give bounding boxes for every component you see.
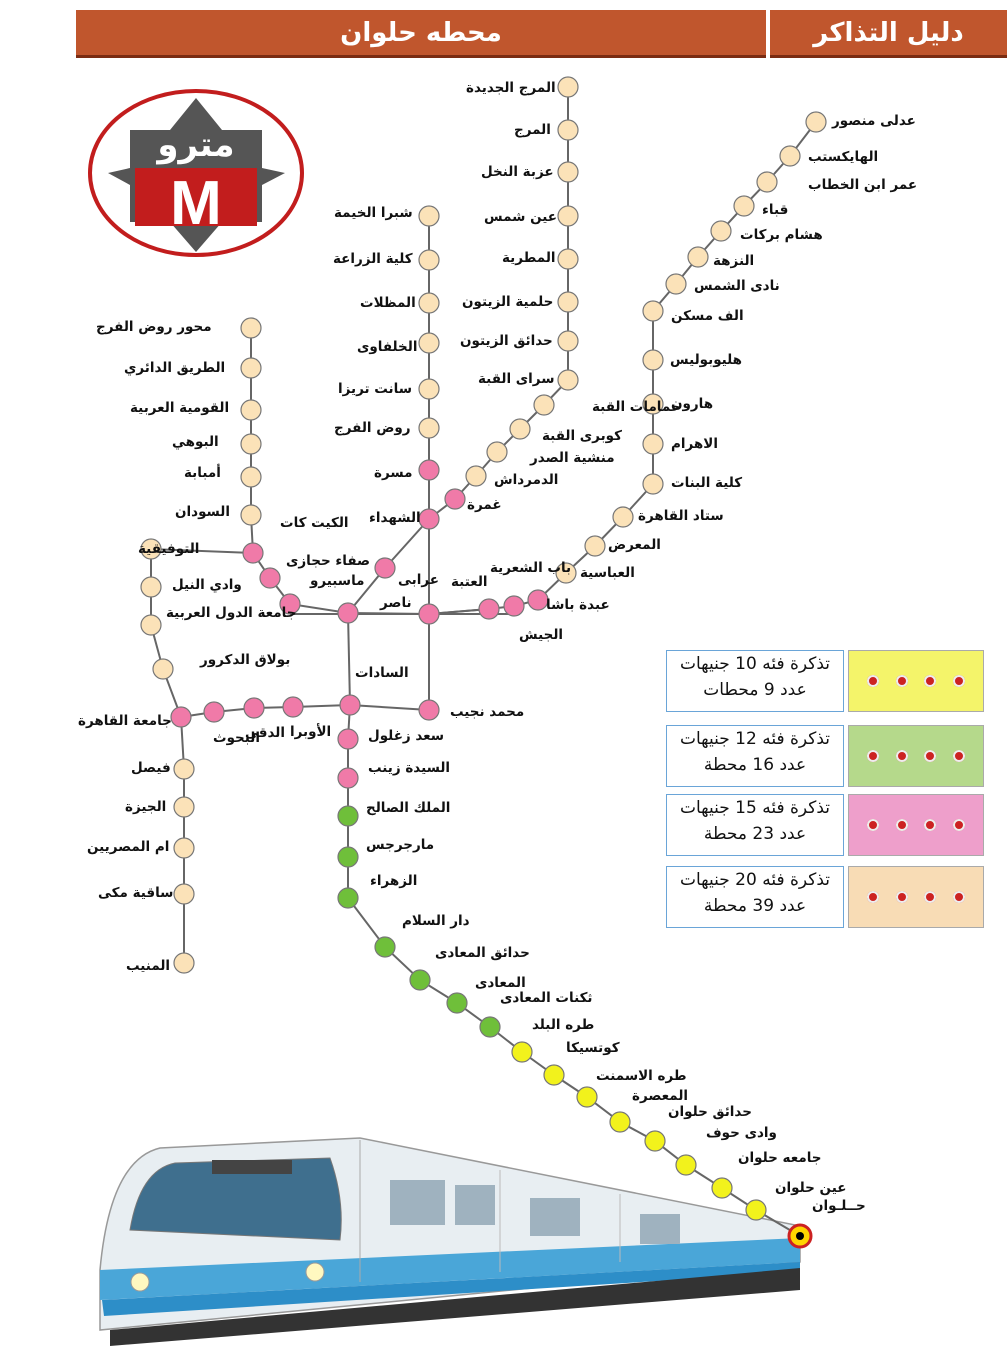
station-label: سعد زغلول bbox=[368, 728, 445, 744]
station-marker[interactable] bbox=[734, 196, 754, 216]
station-label: الاهرام bbox=[671, 436, 718, 452]
station-marker[interactable] bbox=[419, 509, 439, 529]
station-label: عدلى منصور bbox=[832, 113, 916, 129]
station-label: المرج الجديدة bbox=[466, 80, 556, 96]
station-marker[interactable] bbox=[338, 847, 358, 867]
station-marker[interactable] bbox=[558, 206, 578, 226]
red-dot-icon bbox=[896, 750, 908, 762]
station-marker[interactable] bbox=[528, 590, 548, 610]
red-dot-icon bbox=[924, 750, 936, 762]
red-dot-icon bbox=[896, 675, 908, 687]
station-marker[interactable] bbox=[544, 1065, 564, 1085]
station-label: جامعة الدول العربية bbox=[166, 605, 297, 621]
metro-logo bbox=[90, 91, 302, 255]
station-marker[interactable] bbox=[447, 993, 467, 1013]
station-label: الأوبرا bbox=[290, 724, 332, 740]
station-marker[interactable] bbox=[244, 698, 264, 718]
station-label: الدقى bbox=[245, 725, 285, 741]
station-label: القومية العربية bbox=[130, 400, 230, 416]
station-marker[interactable] bbox=[558, 120, 578, 140]
station-label: الف مسكن bbox=[671, 308, 744, 324]
station-label: محور روض الفرج bbox=[96, 319, 212, 335]
station-marker[interactable] bbox=[445, 489, 465, 509]
station-label: حلمية الزيتون bbox=[462, 294, 554, 310]
station-label: الهايكستب bbox=[808, 149, 879, 165]
station-label: المعرض bbox=[608, 537, 661, 553]
station-marker[interactable] bbox=[338, 729, 358, 749]
station-label: عزبة النخل bbox=[481, 164, 554, 180]
station-marker[interactable] bbox=[676, 1155, 696, 1175]
station-label: مارجرجس bbox=[366, 837, 435, 853]
station-marker[interactable] bbox=[174, 953, 194, 973]
station-marker[interactable] bbox=[419, 250, 439, 270]
station-label: طره البلد bbox=[532, 1017, 595, 1033]
legend-swatch-yellow bbox=[848, 650, 984, 712]
station-marker[interactable] bbox=[558, 77, 578, 97]
station-label: الزهراء bbox=[370, 873, 418, 889]
logo-letter: M bbox=[170, 169, 222, 238]
station-label: ساقية مكى bbox=[98, 885, 174, 901]
red-dot-icon bbox=[924, 675, 936, 687]
legend-price: تذكرة فئه 10 جنيهات bbox=[679, 654, 831, 674]
station-label: عين حلوان bbox=[775, 1180, 847, 1196]
legend-count: عدد 39 محطة bbox=[703, 896, 807, 916]
station-marker[interactable] bbox=[510, 419, 530, 439]
station-marker[interactable] bbox=[338, 888, 358, 908]
station-label: حــلـوان bbox=[812, 1198, 866, 1214]
station-marker[interactable] bbox=[585, 536, 605, 556]
legend-box-12 bbox=[666, 725, 844, 787]
station-marker[interactable] bbox=[643, 474, 663, 494]
station-label: فيصل bbox=[131, 760, 171, 776]
station-label: الملك الصالح bbox=[366, 800, 451, 816]
station-label: أمبابة bbox=[184, 465, 221, 481]
station-label: التوفيقية bbox=[138, 541, 200, 557]
station-label: وادى حوف bbox=[706, 1125, 777, 1141]
legend-count: عدد 23 محطة bbox=[703, 824, 807, 844]
station-marker[interactable] bbox=[643, 301, 663, 321]
station-marker[interactable] bbox=[174, 884, 194, 904]
station-marker[interactable] bbox=[558, 249, 578, 269]
station-marker[interactable] bbox=[410, 970, 430, 990]
station-label: كوتسيكا bbox=[566, 1040, 620, 1056]
station-label: المظلات bbox=[360, 295, 416, 311]
station-label: صفاء حجازى bbox=[286, 553, 371, 569]
station-label: سراى القبة bbox=[478, 371, 555, 387]
station-marker[interactable] bbox=[645, 1131, 665, 1151]
station-label: روض الفرج bbox=[334, 420, 411, 436]
guide-title: دليل التذاكر bbox=[813, 17, 964, 48]
red-dot-icon bbox=[867, 675, 879, 687]
current-station-icon bbox=[796, 1232, 804, 1240]
station-marker[interactable] bbox=[338, 768, 358, 788]
station-label: ماسبيرو bbox=[310, 573, 365, 589]
station-label: الشهداء bbox=[369, 510, 421, 526]
station-marker[interactable] bbox=[757, 172, 777, 192]
station-marker[interactable] bbox=[340, 695, 360, 715]
station-label: عرابى bbox=[398, 572, 439, 588]
station-marker[interactable] bbox=[419, 460, 439, 480]
station-marker[interactable] bbox=[241, 358, 261, 378]
legend-count: عدد 16 محطة bbox=[703, 755, 807, 775]
page-title: محطه حلوان bbox=[340, 17, 502, 48]
legend-swatch-pink bbox=[848, 794, 984, 856]
metro-line-segment bbox=[350, 705, 429, 710]
red-dot-icon bbox=[896, 891, 908, 903]
red-dot-icon bbox=[953, 819, 965, 831]
station-label: هارون bbox=[671, 396, 714, 412]
station-marker[interactable] bbox=[419, 206, 439, 226]
legend-box-20 bbox=[666, 866, 844, 928]
station-label: ثكنات المعادى bbox=[500, 990, 593, 1006]
station-label: جامعة القاهرة bbox=[78, 713, 172, 729]
station-marker[interactable] bbox=[613, 507, 633, 527]
station-label: المعادى bbox=[475, 975, 526, 991]
red-dot-icon bbox=[867, 891, 879, 903]
station-marker[interactable] bbox=[504, 596, 524, 616]
station-marker[interactable] bbox=[243, 543, 263, 563]
red-dot-icon bbox=[953, 891, 965, 903]
station-label: قباء bbox=[762, 202, 789, 218]
legend-box-10 bbox=[666, 650, 844, 712]
station-marker[interactable] bbox=[487, 442, 507, 462]
station-marker[interactable] bbox=[534, 395, 554, 415]
station-label: السيدة زينب bbox=[368, 760, 451, 776]
station-marker[interactable] bbox=[746, 1200, 766, 1220]
station-label: ناصر bbox=[380, 595, 412, 611]
station-label: الكيت كات bbox=[280, 515, 349, 531]
station-marker[interactable] bbox=[174, 797, 194, 817]
station-marker[interactable] bbox=[711, 221, 731, 241]
station-marker[interactable] bbox=[153, 659, 173, 679]
station-label: المرج bbox=[514, 122, 551, 138]
station-label: المنيب bbox=[126, 958, 171, 974]
metro-line-segment bbox=[251, 328, 489, 614]
station-marker[interactable] bbox=[643, 434, 663, 454]
station-marker[interactable] bbox=[688, 247, 708, 267]
station-label: حمامات القبة bbox=[592, 399, 681, 415]
station-label: وادي النيل bbox=[172, 577, 242, 593]
station-label: كلية البنات bbox=[671, 475, 743, 491]
station-label: العباسية bbox=[580, 565, 635, 581]
station-label: ام المصريين bbox=[87, 839, 170, 855]
station-label: ستاد القاهرة bbox=[638, 508, 724, 524]
station-label: شبرا الخيمة bbox=[334, 205, 413, 221]
station-marker[interactable] bbox=[174, 759, 194, 779]
red-dot-icon bbox=[896, 819, 908, 831]
red-dot-icon bbox=[867, 819, 879, 831]
station-label: المعصرة bbox=[632, 1088, 689, 1104]
station-label: العتبة bbox=[451, 574, 488, 590]
station-marker[interactable] bbox=[141, 615, 161, 635]
station-label: حدائق حلوان bbox=[668, 1104, 752, 1120]
station-marker[interactable] bbox=[558, 331, 578, 351]
station-label: غمرة bbox=[467, 497, 502, 513]
station-label: الجيزة bbox=[125, 799, 167, 815]
station-label: كوبرى القبة bbox=[542, 428, 622, 444]
station-label: محمد نجيب bbox=[450, 704, 525, 720]
station-label: هليوبوليس bbox=[670, 352, 743, 368]
station-label: سانت تريزا bbox=[338, 381, 412, 397]
station-marker[interactable] bbox=[419, 333, 439, 353]
legend-price: تذكرة فئه 15 جنيهات bbox=[679, 798, 831, 818]
station-marker[interactable] bbox=[558, 292, 578, 312]
legend-price: تذكرة فئه 20 جنيهات bbox=[679, 870, 831, 890]
station-marker[interactable] bbox=[466, 466, 486, 486]
red-dot-icon bbox=[953, 750, 965, 762]
station-marker[interactable] bbox=[283, 697, 303, 717]
station-label: الطريق الدائري bbox=[124, 360, 226, 376]
station-label: عبدة باشا bbox=[546, 597, 610, 613]
station-label: عمر ابن الخطاب bbox=[808, 177, 918, 193]
station-label: نادى الشمس bbox=[694, 278, 780, 294]
station-label: مسرة bbox=[374, 465, 413, 481]
station-marker[interactable] bbox=[480, 1017, 500, 1037]
station-marker[interactable] bbox=[419, 700, 439, 720]
station-marker[interactable] bbox=[241, 467, 261, 487]
station-label: السادات bbox=[355, 665, 409, 681]
station-label: حدائق المعادى bbox=[435, 945, 530, 961]
station-marker[interactable] bbox=[241, 400, 261, 420]
station-marker[interactable] bbox=[558, 370, 578, 390]
station-label: البوهي bbox=[172, 434, 219, 450]
station-marker[interactable] bbox=[419, 379, 439, 399]
station-marker[interactable] bbox=[171, 707, 191, 727]
legend-swatch-beige bbox=[848, 866, 984, 928]
legend-swatch-green bbox=[848, 725, 984, 787]
red-dot-icon bbox=[924, 819, 936, 831]
red-dot-icon bbox=[867, 750, 879, 762]
station-label: كلية الزراعة bbox=[333, 251, 413, 267]
station-marker[interactable] bbox=[260, 568, 280, 588]
station-label: السودان bbox=[175, 504, 230, 520]
logo-text: مترو bbox=[157, 125, 235, 165]
station-marker[interactable] bbox=[241, 434, 261, 454]
station-label: البحوث bbox=[213, 730, 260, 746]
station-marker[interactable] bbox=[666, 274, 686, 294]
station-marker[interactable] bbox=[806, 112, 826, 132]
station-marker[interactable] bbox=[577, 1087, 597, 1107]
station-marker[interactable] bbox=[479, 599, 499, 619]
station-marker[interactable] bbox=[419, 604, 439, 624]
station-label: الدمرداش bbox=[494, 472, 559, 488]
station-marker[interactable] bbox=[338, 603, 358, 623]
station-label: هشام بركات bbox=[740, 227, 823, 243]
station-marker[interactable] bbox=[141, 577, 161, 597]
station-marker[interactable] bbox=[610, 1112, 630, 1132]
station-marker[interactable] bbox=[419, 418, 439, 438]
station-label: باب الشعرية bbox=[490, 560, 572, 576]
station-label: دار السلام bbox=[402, 913, 470, 929]
station-marker[interactable] bbox=[780, 146, 800, 166]
station-label: الجيش bbox=[519, 627, 564, 643]
legend-box-15 bbox=[666, 794, 844, 856]
station-marker[interactable] bbox=[375, 937, 395, 957]
station-label: عين شمس bbox=[484, 209, 557, 225]
station-marker[interactable] bbox=[241, 505, 261, 525]
station-marker[interactable] bbox=[712, 1178, 732, 1198]
station-marker[interactable] bbox=[512, 1042, 532, 1062]
station-marker[interactable] bbox=[241, 318, 261, 338]
station-marker[interactable] bbox=[174, 838, 194, 858]
station-marker[interactable] bbox=[204, 702, 224, 722]
station-label: النزهة bbox=[713, 253, 755, 269]
station-label: جامعه حلوان bbox=[738, 1150, 822, 1166]
station-label: المطرية bbox=[502, 250, 556, 266]
station-marker[interactable] bbox=[419, 293, 439, 313]
red-dot-icon bbox=[924, 891, 936, 903]
station-label: منشية الصدر bbox=[530, 450, 615, 466]
red-dot-icon bbox=[953, 675, 965, 687]
legend-price: تذكرة فئه 12 جنيهات bbox=[679, 729, 831, 749]
station-marker[interactable] bbox=[338, 806, 358, 826]
station-label: حدائق الزيتون bbox=[460, 333, 553, 349]
station-label: بولاق الدكرور bbox=[200, 652, 291, 668]
station-label: الخلفاوى bbox=[357, 339, 418, 355]
station-marker[interactable] bbox=[375, 558, 395, 578]
station-label: طره الاسمنت bbox=[596, 1068, 687, 1084]
station-marker[interactable] bbox=[558, 162, 578, 182]
legend-count: عدد 9 محطات bbox=[703, 680, 807, 700]
station-marker[interactable] bbox=[643, 350, 663, 370]
